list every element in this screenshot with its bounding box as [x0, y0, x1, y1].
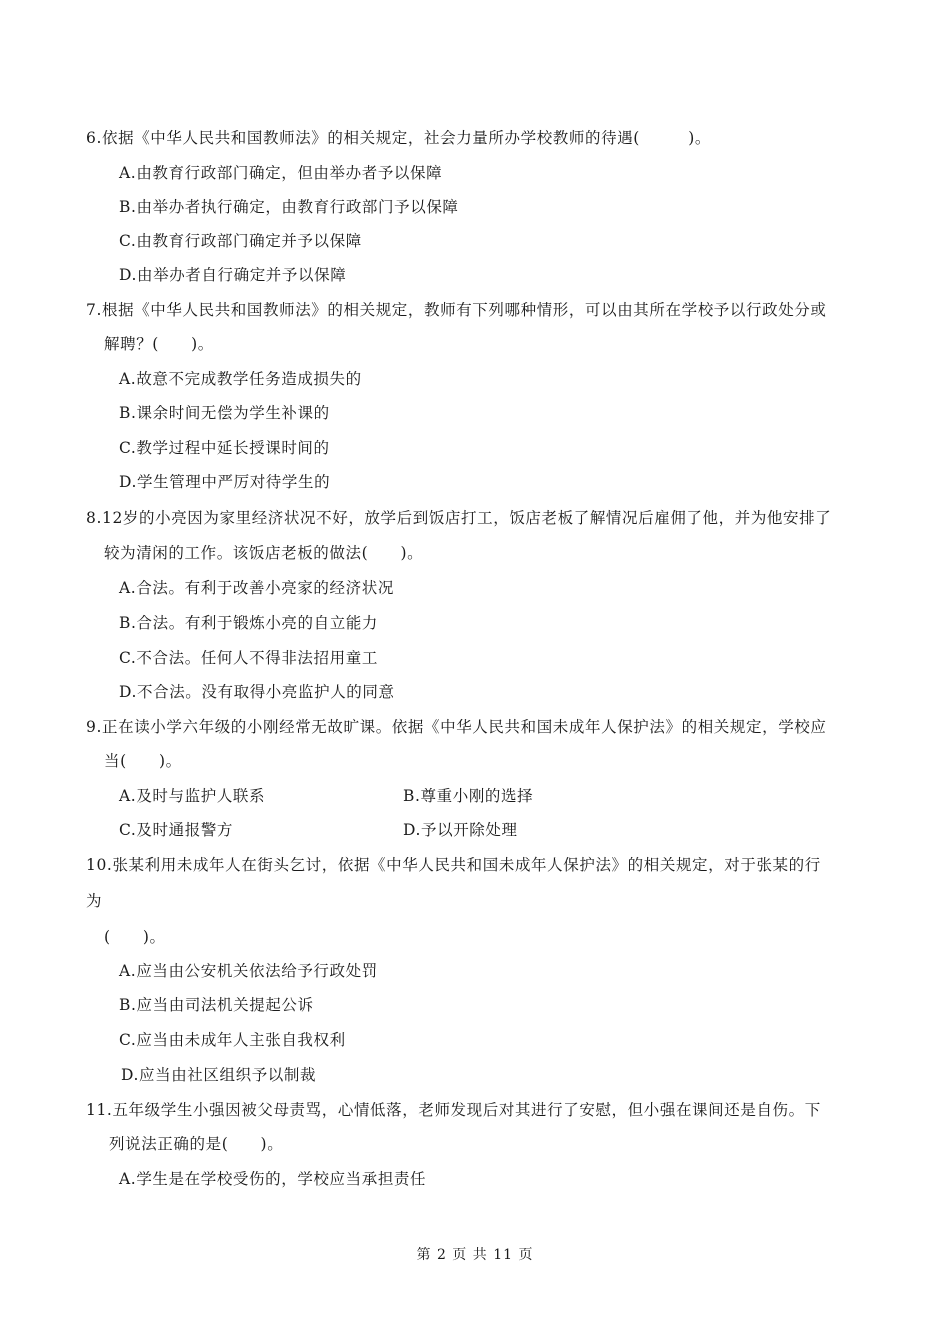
question-9-option-d: D.予以开除处理 [403, 821, 518, 839]
question-8-option-d: D.不合法。没有取得小亮监护人的同意 [119, 683, 395, 701]
question-7-option-c: C.教学过程中延长授课时间的 [119, 439, 330, 457]
question-7-option-a: A.故意不完成教学任务造成损失的 [119, 370, 362, 388]
question-6-option-a: A.由教育行政部门确定，但由举办者予以保障 [119, 164, 443, 182]
question-10-stem: 10.张某利用未成年人在街头乞讨，依据《中华人民共和国未成年人保护法》的相关规定，对于张某的行 [86, 856, 821, 874]
question-9-stem-continued: 当( )。 [104, 752, 182, 770]
question-6-option-c: C.由教育行政部门确定并予以保障 [119, 232, 362, 250]
question-8-option-b: B.合法。有利于锻炼小亮的自立能力 [119, 614, 379, 632]
question-11-option-a: A.学生是在学校受伤的，学校应当承担责任 [119, 1170, 427, 1188]
question-10-option-c: C.应当由未成年人主张自我权利 [119, 1031, 346, 1049]
question-7-option-b: B.课余时间无偿为学生补课的 [119, 404, 330, 422]
question-11-stem: 11.五年级学生小强因被父母责骂，心情低落，老师发现后对其进行了安慰，但小强在课间还是自伤。下 [86, 1101, 821, 1119]
question-7-option-d: D.学生管理中严厉对待学生的 [119, 473, 331, 491]
question-9-stem: 9.正在读小学六年级的小刚经常无故旷课。依据《中华人民共和国未成年人保护法》的相关规定，学校应 [86, 718, 827, 736]
question-8-stem: 8.12岁的小亮因为家里经济状况不好，放学后到饭店打工，饭店老板了解情况后雇佣了他，并为他安排了 [86, 509, 832, 527]
question-10-option-a: A.应当由公安机关依法给予行政处罚 [119, 962, 378, 980]
question-10-answer-blank: ( )。 [104, 928, 166, 946]
question-7-stem: 7.根据《中华人民共和国教师法》的相关规定，教师有下列哪种情形，可以由其所在学校予以行政处分或 [86, 301, 827, 319]
page-number-footer: 第 2 页 共 11 页 [416, 1247, 534, 1263]
question-6-option-b: B.由举办者执行确定，由教育行政部门予以保障 [119, 198, 459, 216]
question-10-option-d: D.应当由社区组织予以制裁 [121, 1066, 317, 1084]
question-9-option-a: A.及时与监护人联系 [119, 787, 266, 805]
question-11-stem-continued: 列说法正确的是( )。 [109, 1135, 284, 1153]
question-8-stem-continued: 较为清闲的工作。该饭店老板的做法( )。 [104, 544, 424, 562]
question-6-option-d: D.由举办者自行确定并予以保障 [119, 266, 347, 284]
question-10-stem-continued: 为 [86, 892, 103, 910]
question-8-option-c: C.不合法。任何人不得非法招用童工 [119, 649, 378, 667]
question-9-option-c: C.及时通报警方 [119, 821, 234, 839]
question-6-stem: 6.依据《中华人民共和国教师法》的相关规定，社会力量所办学校教师的待遇( )。 [86, 129, 711, 147]
question-10-option-b: B.应当由司法机关提起公诉 [119, 996, 314, 1014]
question-7-stem-continued: 解聘？( )。 [104, 335, 214, 353]
question-9-option-b: B.尊重小刚的选择 [403, 787, 534, 805]
question-8-option-a: A.合法。有利于改善小亮家的经济状况 [119, 579, 394, 597]
